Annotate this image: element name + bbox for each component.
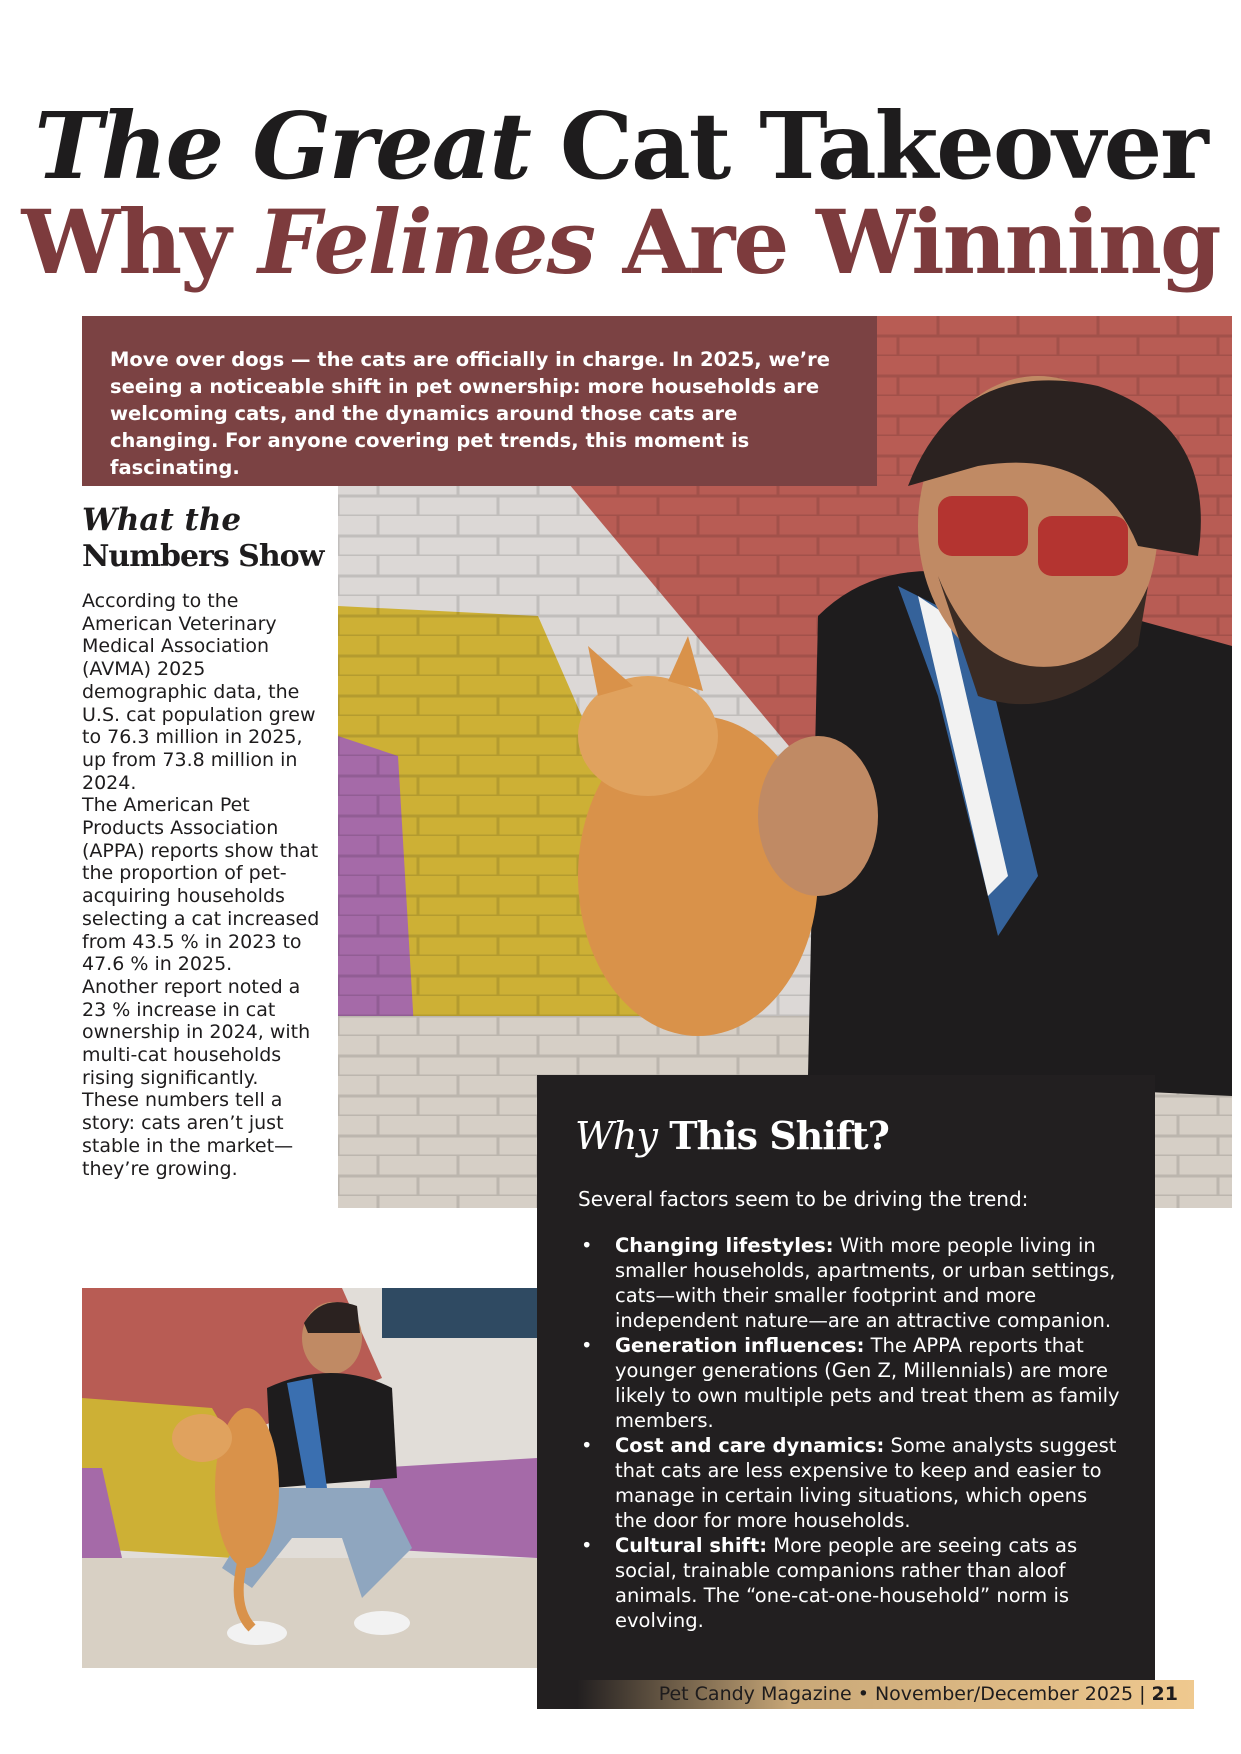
bullet-icon: • [581,1334,593,1357]
numbers-section-title [82,502,342,576]
why-intro-text: Several factors seem to be driving the trend: [578,1187,1029,1211]
footer-separator: | [1139,1683,1146,1705]
factor-lead: Cultural shift: [615,1534,768,1557]
factor-text: The APPA reports that younger generations (Gen Z, Millennials) are more likely to own multiple pets and treat them as family members. [615,1334,1120,1432]
why-factor-list [575,1233,1125,1633]
numbers-paragraph: According to the American Veterinary Medical Association (AVMA) 2025 demographic data, the U.S. cat population grew to 76.3 million in 2025, up from 73.8 million in 2024. [82,590,316,794]
factor-text: More people are seeing cats as social, trainable companions rather than aloof animals. The “one-cat-one-household” norm is evolving. [615,1534,1078,1632]
numbers-paragraph: Another report noted a 23 % increase in cat ownership in 2024, with multi-cat households rising significantly. [82,975,311,1089]
headline-line-1 [0,92,1241,200]
page-footer [577,1680,1194,1709]
secondary-photo-illustration [82,1288,537,1668]
headline-line-2 [0,190,1241,294]
intro-text: Move over dogs — the cats are officially in charge. In 2025, we’re seeing a noticeable shift in pet ownership: more households are welcoming cats, and the dynamics around those cats are changing. For anyone covering pet trends, this moment is fascinating. [110,348,830,479]
headline-felines: Felines [258,190,595,294]
numbers-title-numbers-show: Numbers Show [82,539,324,574]
footer-publication: Pet Candy Magazine • November/December 2025 [658,1683,1134,1705]
page-number: 21 [1151,1683,1178,1705]
factor-text: With more people living in smaller households, apartments, or urban settings, cats—with their smaller footprint and more independent nature—are an attractive companion. [615,1234,1116,1332]
list-item [575,1433,1125,1533]
list-item [575,1233,1125,1333]
intro-box [82,316,877,486]
list-item [575,1533,1125,1633]
why-section-title [575,1113,1125,1159]
headline-why: Why [21,190,259,294]
numbers-paragraph: These numbers tell a story: cats aren’t just stable in the market—they’re growing. [82,1089,294,1180]
secondary-photo-man-with-cat [82,1288,537,1668]
why-title-why: Why [575,1114,657,1158]
factor-lead: Generation influences: [615,1334,865,1357]
numbers-body [82,590,322,1180]
footer-text-wrap [659,1683,1178,1706]
list-item [575,1333,1125,1433]
factor-lead: Changing lifestyles: [615,1234,834,1257]
headline-are-winning: Are Winning [594,190,1220,294]
bullet-icon: • [581,1434,593,1457]
why-title-this-shift: This Shift? [657,1113,889,1158]
factor-text: Some analysts suggest that cats are less expensive to keep and easier to manage in certain living situations, which opens the door for more households. [615,1434,1117,1532]
factor-lead: Cost and care dynamics: [615,1434,885,1457]
headline-great: The Great [34,92,530,200]
numbers-paragraph: The American Pet Products Association (APPA) reports show that the proportion of pet-acquiring households selecting a cat increased from 43.5 % in 2023 to 47.6 % in 2025. [82,794,320,976]
bullet-icon: • [581,1534,593,1557]
headline-cat-takeover: Cat Takeover [529,92,1207,200]
bullet-icon: • [581,1234,593,1257]
numbers-title-what-the: What the [82,502,242,538]
why-this-shift-box [537,1075,1155,1709]
